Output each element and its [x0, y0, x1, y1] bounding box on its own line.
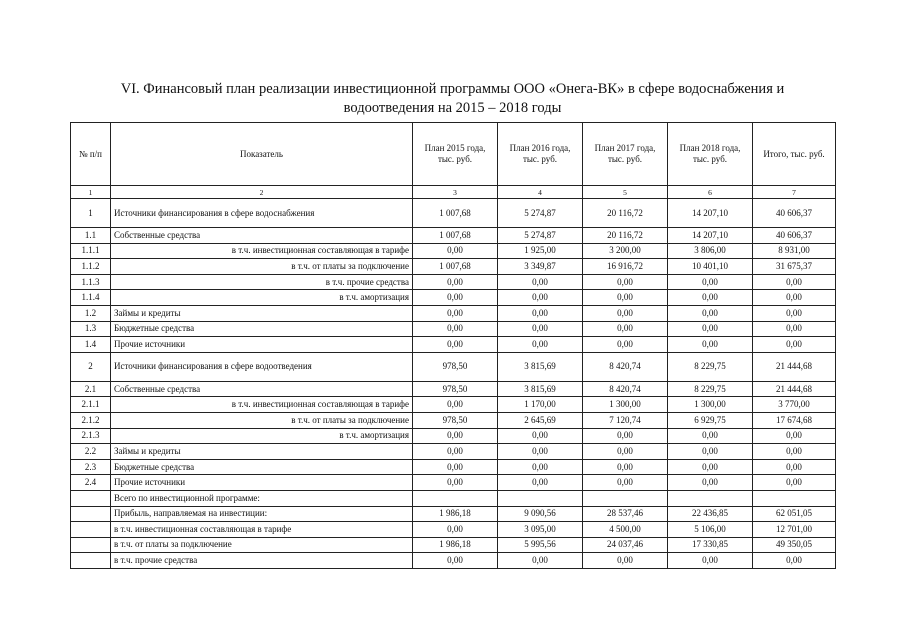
row-value-total-cell: 21 444,68: [753, 381, 836, 397]
row-indicator-cell: в т.ч. инвестиционная составляющая в тарифе: [111, 522, 413, 538]
document-title-line-2: водоотведения на 2015 – 2018 годы: [343, 100, 562, 116]
row-value-plan-2015-cell: 0,00: [413, 274, 498, 290]
row-value-total-cell: 21 444,68: [753, 352, 836, 381]
row-value-plan-2015-cell: [413, 490, 498, 506]
table-row: [71, 305, 836, 321]
row-number-cell: 1.1.2: [71, 259, 111, 275]
row-value-plan-2017-cell: 20 116,72: [583, 228, 668, 244]
row-number-cell: [71, 537, 111, 553]
column-number-cell: 3: [413, 186, 498, 199]
row-number-cell: [71, 490, 111, 506]
row-indicator-cell: Займы и кредиты: [111, 444, 413, 460]
header-cell-plan-2016: План 2016 года, тыс. руб.: [498, 123, 583, 186]
row-value-plan-2016-cell: 3 815,69: [498, 352, 583, 381]
row-number-cell: 2.2: [71, 444, 111, 460]
row-value-plan-2018-cell: 3 806,00: [668, 243, 753, 259]
row-value-plan-2018-cell: 14 207,10: [668, 228, 753, 244]
row-value-plan-2016-cell: 0,00: [498, 321, 583, 337]
row-number-cell: 2.1.2: [71, 412, 111, 428]
row-indicator-cell: в т.ч. от платы за подключение: [111, 412, 413, 428]
table-body: [71, 123, 836, 569]
table-row: [71, 444, 836, 460]
table-row: [71, 397, 836, 413]
column-number-cell: 5: [583, 186, 668, 199]
row-value-plan-2018-cell: 0,00: [668, 290, 753, 306]
row-value-plan-2018-cell: 14 207,10: [668, 199, 753, 228]
table-row: [71, 490, 836, 506]
row-value-plan-2017-cell: 0,00: [583, 553, 668, 569]
row-value-plan-2018-cell: 22 436,85: [668, 506, 753, 522]
row-value-plan-2018-cell: 8 229,75: [668, 352, 753, 381]
row-value-total-cell: 0,00: [753, 321, 836, 337]
row-indicator-cell: Источники финансирования в сфере водоснабжения: [111, 199, 413, 228]
row-value-plan-2015-cell: 1 007,68: [413, 228, 498, 244]
header-cell-number: № п/п: [71, 123, 111, 186]
row-value-plan-2017-cell: 0,00: [583, 321, 668, 337]
row-value-total-cell: 0,00: [753, 337, 836, 353]
column-number-cell: 6: [668, 186, 753, 199]
row-value-plan-2018-cell: 8 229,75: [668, 381, 753, 397]
row-value-plan-2015-cell: 0,00: [413, 444, 498, 460]
row-value-plan-2017-cell: 0,00: [583, 290, 668, 306]
row-value-plan-2015-cell: 0,00: [413, 522, 498, 538]
row-value-total-cell: 12 701,00: [753, 522, 836, 538]
row-value-plan-2016-cell: 5 274,87: [498, 199, 583, 228]
row-value-plan-2018-cell: 0,00: [668, 274, 753, 290]
row-value-plan-2015-cell: 978,50: [413, 352, 498, 381]
row-indicator-cell: Собственные средства: [111, 228, 413, 244]
table-row: [71, 259, 836, 275]
row-value-plan-2018-cell: 0,00: [668, 459, 753, 475]
header-cell-plan-2015: План 2015 года, тыс. руб.: [413, 123, 498, 186]
row-value-plan-2015-cell: 1 986,18: [413, 506, 498, 522]
row-value-plan-2016-cell: 0,00: [498, 428, 583, 444]
row-number-cell: 1.1.4: [71, 290, 111, 306]
row-value-plan-2017-cell: 0,00: [583, 274, 668, 290]
row-indicator-cell: Источники финансирования в сфере водоотведения: [111, 352, 413, 381]
table-row: [71, 274, 836, 290]
row-value-total-cell: 31 675,37: [753, 259, 836, 275]
column-number-row: [71, 186, 836, 199]
row-indicator-cell: в т.ч. от платы за подключение: [111, 537, 413, 553]
row-value-plan-2016-cell: 0,00: [498, 337, 583, 353]
table-row: [71, 199, 836, 228]
row-value-plan-2018-cell: 0,00: [668, 428, 753, 444]
row-value-plan-2015-cell: 0,00: [413, 397, 498, 413]
row-value-plan-2015-cell: 0,00: [413, 337, 498, 353]
row-indicator-cell: Займы и кредиты: [111, 305, 413, 321]
row-value-plan-2018-cell: 0,00: [668, 553, 753, 569]
row-value-plan-2018-cell: 0,00: [668, 444, 753, 460]
row-value-plan-2015-cell: 0,00: [413, 459, 498, 475]
row-value-plan-2017-cell: 3 200,00: [583, 243, 668, 259]
row-value-total-cell: 0,00: [753, 475, 836, 491]
row-indicator-cell: Прибыль, направляемая на инвестиции:: [111, 506, 413, 522]
row-value-plan-2015-cell: 0,00: [413, 428, 498, 444]
row-value-plan-2018-cell: 10 401,10: [668, 259, 753, 275]
row-value-plan-2016-cell: 0,00: [498, 444, 583, 460]
row-value-plan-2015-cell: 1 007,68: [413, 199, 498, 228]
table-row: [71, 459, 836, 475]
row-value-total-cell: 17 674,68: [753, 412, 836, 428]
row-value-plan-2018-cell: 1 300,00: [668, 397, 753, 413]
row-number-cell: 1: [71, 199, 111, 228]
row-value-plan-2017-cell: 7 120,74: [583, 412, 668, 428]
row-number-cell: 2.4: [71, 475, 111, 491]
row-value-plan-2016-cell: 0,00: [498, 305, 583, 321]
header-cell-plan-2017: План 2017 года, тыс. руб.: [583, 123, 668, 186]
row-value-plan-2017-cell: 0,00: [583, 459, 668, 475]
row-indicator-cell: в т.ч. прочие средства: [111, 274, 413, 290]
row-value-total-cell: [753, 490, 836, 506]
table-row: [71, 412, 836, 428]
row-value-plan-2016-cell: 0,00: [498, 553, 583, 569]
row-number-cell: 1.4: [71, 337, 111, 353]
row-indicator-cell: в т.ч. прочие средства: [111, 553, 413, 569]
row-value-plan-2016-cell: 5 995,56: [498, 537, 583, 553]
row-value-total-cell: 0,00: [753, 459, 836, 475]
column-number-cell: 1: [71, 186, 111, 199]
row-value-plan-2017-cell: 20 116,72: [583, 199, 668, 228]
table-row: [71, 290, 836, 306]
row-value-plan-2017-cell: 0,00: [583, 444, 668, 460]
row-value-plan-2016-cell: 1 925,00: [498, 243, 583, 259]
row-value-plan-2017-cell: 0,00: [583, 475, 668, 491]
row-value-plan-2017-cell: 4 500,00: [583, 522, 668, 538]
row-indicator-cell: Бюджетные средства: [111, 459, 413, 475]
row-indicator-cell: в т.ч. инвестиционная составляющая в тарифе: [111, 243, 413, 259]
column-number-cell: 7: [753, 186, 836, 199]
table-row: [71, 537, 836, 553]
table-row: [71, 428, 836, 444]
row-value-plan-2015-cell: 978,50: [413, 381, 498, 397]
row-value-total-cell: 8 931,00: [753, 243, 836, 259]
row-value-plan-2018-cell: 0,00: [668, 305, 753, 321]
row-value-plan-2016-cell: 3 349,87: [498, 259, 583, 275]
row-value-plan-2016-cell: 3 095,00: [498, 522, 583, 538]
row-indicator-cell: в т.ч. от платы за подключение: [111, 259, 413, 275]
row-value-plan-2015-cell: 978,50: [413, 412, 498, 428]
column-number-cell: 4: [498, 186, 583, 199]
document-title: [60, 80, 845, 118]
row-value-total-cell: 0,00: [753, 428, 836, 444]
row-value-plan-2017-cell: 16 916,72: [583, 259, 668, 275]
row-indicator-cell: Бюджетные средства: [111, 321, 413, 337]
row-value-plan-2016-cell: 3 815,69: [498, 381, 583, 397]
row-number-cell: 2.1.1: [71, 397, 111, 413]
row-value-plan-2015-cell: 0,00: [413, 553, 498, 569]
row-value-total-cell: 40 606,37: [753, 199, 836, 228]
row-value-plan-2016-cell: 0,00: [498, 274, 583, 290]
row-number-cell: 1.1.3: [71, 274, 111, 290]
row-value-plan-2016-cell: 0,00: [498, 290, 583, 306]
row-value-plan-2015-cell: 0,00: [413, 321, 498, 337]
row-value-total-cell: 49 350,05: [753, 537, 836, 553]
row-indicator-cell: Прочие источники: [111, 475, 413, 491]
row-number-cell: [71, 506, 111, 522]
row-indicator-cell: Прочие источники: [111, 337, 413, 353]
row-value-total-cell: 0,00: [753, 305, 836, 321]
row-value-plan-2018-cell: 0,00: [668, 337, 753, 353]
row-value-plan-2018-cell: 6 929,75: [668, 412, 753, 428]
row-value-total-cell: 3 770,00: [753, 397, 836, 413]
table-row: [71, 337, 836, 353]
header-cell-indicator: Показатель: [111, 123, 413, 186]
row-value-total-cell: 40 606,37: [753, 228, 836, 244]
row-value-plan-2017-cell: 0,00: [583, 337, 668, 353]
row-number-cell: 1.2: [71, 305, 111, 321]
row-value-plan-2017-cell: 8 420,74: [583, 352, 668, 381]
header-cell-total: Итого, тыс. руб.: [753, 123, 836, 186]
row-value-total-cell: 0,00: [753, 290, 836, 306]
row-value-plan-2016-cell: 0,00: [498, 475, 583, 491]
row-number-cell: [71, 553, 111, 569]
row-value-plan-2015-cell: 1 986,18: [413, 537, 498, 553]
row-value-plan-2015-cell: 0,00: [413, 243, 498, 259]
row-value-plan-2017-cell: [583, 490, 668, 506]
row-value-plan-2016-cell: 0,00: [498, 459, 583, 475]
row-indicator-cell: в т.ч. инвестиционная составляющая в тарифе: [111, 397, 413, 413]
row-value-plan-2016-cell: 5 274,87: [498, 228, 583, 244]
row-value-total-cell: 0,00: [753, 553, 836, 569]
row-number-cell: 2.1.3: [71, 428, 111, 444]
table-row: [71, 321, 836, 337]
header-cell-plan-2018: План 2018 года, тыс. руб.: [668, 123, 753, 186]
row-value-total-cell: 0,00: [753, 444, 836, 460]
row-value-plan-2017-cell: 28 537,46: [583, 506, 668, 522]
row-number-cell: 2.1: [71, 381, 111, 397]
row-number-cell: [71, 522, 111, 538]
row-number-cell: 1.1: [71, 228, 111, 244]
table-row: [71, 553, 836, 569]
row-value-plan-2015-cell: 1 007,68: [413, 259, 498, 275]
row-indicator-cell: Собственные средства: [111, 381, 413, 397]
table-row: [71, 506, 836, 522]
row-indicator-cell: в т.ч. амортизация: [111, 290, 413, 306]
document-title-line-1: VI. Финансовый план реализации инвестиционной программы ООО «Онега-ВК» в сфере водоснабжения и: [120, 81, 785, 97]
table-row: [71, 228, 836, 244]
row-indicator-cell: в т.ч. амортизация: [111, 428, 413, 444]
row-number-cell: 1.3: [71, 321, 111, 337]
row-value-plan-2016-cell: 9 090,56: [498, 506, 583, 522]
table-row: [71, 475, 836, 491]
row-value-total-cell: 62 051,05: [753, 506, 836, 522]
row-value-plan-2018-cell: 5 106,00: [668, 522, 753, 538]
row-value-plan-2018-cell: 17 330,85: [668, 537, 753, 553]
row-number-cell: 1.1.1: [71, 243, 111, 259]
table-row: [71, 243, 836, 259]
row-value-plan-2017-cell: 1 300,00: [583, 397, 668, 413]
row-value-plan-2017-cell: 0,00: [583, 305, 668, 321]
row-value-plan-2018-cell: 0,00: [668, 321, 753, 337]
row-value-plan-2016-cell: 2 645,69: [498, 412, 583, 428]
row-value-plan-2018-cell: 0,00: [668, 475, 753, 491]
row-number-cell: 2: [71, 352, 111, 381]
table-row: [71, 381, 836, 397]
row-value-plan-2018-cell: [668, 490, 753, 506]
row-value-plan-2017-cell: 24 037,46: [583, 537, 668, 553]
row-number-cell: 2.3: [71, 459, 111, 475]
financial-plan-table: [70, 122, 836, 569]
row-value-plan-2016-cell: 1 170,00: [498, 397, 583, 413]
table-row: [71, 522, 836, 538]
row-value-plan-2015-cell: 0,00: [413, 305, 498, 321]
table-row: [71, 352, 836, 381]
row-indicator-cell: Всего по инвестиционной программе:: [111, 490, 413, 506]
column-number-cell: 2: [111, 186, 413, 199]
row-value-total-cell: 0,00: [753, 274, 836, 290]
table-header-row: [71, 123, 836, 186]
row-value-plan-2015-cell: 0,00: [413, 475, 498, 491]
row-value-plan-2017-cell: 8 420,74: [583, 381, 668, 397]
row-value-plan-2015-cell: 0,00: [413, 290, 498, 306]
row-value-plan-2016-cell: [498, 490, 583, 506]
row-value-plan-2017-cell: 0,00: [583, 428, 668, 444]
